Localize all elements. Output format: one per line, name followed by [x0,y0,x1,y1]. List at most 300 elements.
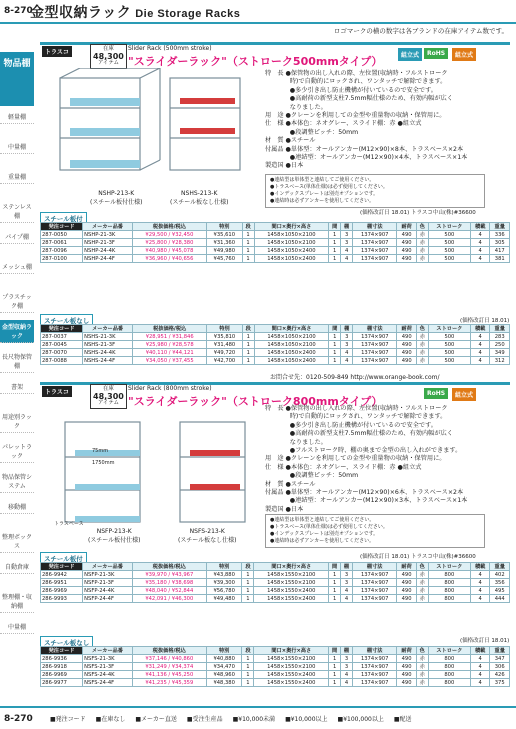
table-row [41,655,510,663]
table-cell: 286-9918 [41,663,83,671]
table-header: メーカー品番 [83,223,133,231]
table-cell: 1 [242,587,254,595]
table-header: 税抜価格/税込 [132,223,206,231]
section2-dim-depth: 75mm [92,448,109,454]
section1-photo-b-caption [170,190,228,206]
table-header: 発注コード [41,325,83,333]
table-header: 耐荷 [397,325,416,333]
sidebar-item[interactable]: 書架 [0,380,34,394]
table-cell: ¥25,980 / ¥28,578 [133,341,207,349]
table-cell: 4 [341,349,353,357]
note-line: ●連結時は必ずアンカーを使用してください。 [270,538,375,544]
table-cell: 赤 [416,587,428,595]
section1-stock [90,44,127,69]
table-cell: ¥40,110 / ¥44,121 [133,349,207,357]
table-cell: 490 [397,255,416,263]
table-header: ストローク [428,563,470,571]
spec-line: なりました。 [265,438,327,446]
table-header: ストローク [428,325,470,333]
table-cell: 3 [341,333,353,341]
table-cell: 1 [329,587,341,595]
section1-badge-kit: 組立式 [452,48,476,61]
table-cell: 1374×907 [353,655,397,663]
sidebar-item[interactable]: 中量棚 [0,140,34,154]
spec-line: 材 質 ●スチール [265,480,316,488]
section2-notes [265,514,485,548]
table-cell: ¥49,480 [206,595,242,603]
table-header: 間口×奥行×高さ [254,647,329,655]
table-cell: 800 [428,671,470,679]
spec-line: ●段調整ピッチ：50mm [265,472,359,480]
table-cell: 1374×907 [353,247,397,255]
table-cell: NSHS-24-4K [83,349,133,357]
table-cell: NSFP-21-3K [83,571,133,579]
table-row [41,255,510,263]
table-cell: ¥36,960 / ¥40,656 [132,255,206,263]
table-header: 特別 [206,647,242,655]
table-cell: 490 [397,663,416,671]
table-cell: 500 [428,333,470,341]
table-cell: 1 [329,595,341,603]
sidebar-item[interactable]: メッシュ棚 [0,260,34,274]
table-cell: 490 [397,357,416,365]
table-header: ストローク [428,223,470,231]
footer-page: 8-270 [4,714,33,724]
table-cell: NSFS-24-4F [83,679,133,687]
table-cell: 3 [341,655,353,663]
table-cell: 490 [397,239,416,247]
table-cell: ¥41,235 / ¥45,359 [132,679,206,687]
table-cell: 490 [397,595,416,603]
photo-b-sub: (スチール板なし仕様) [170,199,229,206]
table-cell: 500 [428,231,470,239]
table-cell: 287-0100 [41,255,83,263]
sidebar-item[interactable]: 金型収納ラック [0,320,34,343]
note-line: ●連結型は単体型と連結してご使用ください。 [270,177,375,183]
photo-b-model: NSFS-213-K [189,528,225,535]
table-cell: 1 [242,579,254,587]
table-cell: 1458×1050×2100 [254,341,329,349]
stock-count: 48,300 [93,52,124,61]
table-cell: 3 [341,341,353,349]
table-header: 発注コード [41,223,83,231]
legend-item: ■配送 [393,716,412,723]
spec-line: 付属品 ●単体型：オールアンカー(M12×90)×6本、トラスベース×2本 [265,489,464,497]
section1-table1 [40,222,510,263]
table-cell: 1 [242,231,254,239]
table-cell: 4 [470,247,489,255]
sidebar-item[interactable]: 用途別ラック [0,410,34,433]
table-cell: 1458×1050×2400 [254,247,329,255]
table-header: 間 [329,223,341,231]
table-cell: NSFP-21-3F [83,579,133,587]
title-jp: 金型収納ラック [30,5,132,21]
table-header: 特別 [206,563,242,571]
table-cell: 赤 [416,571,428,579]
table-cell: NSHS-21-3F [83,341,133,349]
table-row [41,247,510,255]
table-cell: NSFS-21-3F [83,663,133,671]
table-cell: 800 [428,579,470,587]
section1-specs [265,70,510,171]
table-header: 間口×奥行×高さ [254,325,329,333]
legend-item: ■受注生産品 [186,716,223,723]
table-cell: 1458×1050×2400 [254,357,329,365]
stock-unit: アイテム [97,400,120,406]
table-row [41,571,510,579]
table-header: 積載 [470,325,489,333]
legend-item: ■¥100,000以上 [337,716,384,723]
table-row [41,679,510,687]
sidebar-item[interactable]: 重量棚 [0,170,34,184]
table-cell: NSFS-24-4K [83,671,133,679]
table-header: 発注コード [41,563,83,571]
section2-table1 [40,562,510,603]
table-row [41,341,510,349]
table-cell: 4 [470,255,489,263]
section2-table2-label: スチール板なし [40,636,93,649]
photo-b-model: NSHS-213-K [181,190,218,197]
table-header: メーカー品番 [83,563,133,571]
table-cell: 1374×907 [353,671,397,679]
table-cell: 4 [341,587,353,595]
table-cell: 495 [490,587,510,595]
table-cell: ¥48,380 [206,679,242,687]
legend-item: ■在庫なし [95,716,126,723]
section1-table1-note: (価格改訂日 18.01) トラスコ中山(株)#36600 [360,210,476,216]
table-row [41,671,510,679]
table-row [41,231,510,239]
section1-rack-illustration [40,68,260,188]
spec-line: ●多少引き出し防止機構が付いているので安全です。 [265,421,437,429]
table-cell: 赤 [416,357,428,365]
table-cell: 赤 [416,671,428,679]
sidebar-item[interactable]: パレットラック [0,440,34,463]
table-cell: 800 [428,595,470,603]
table-cell: 800 [428,655,470,663]
table-cell: 402 [490,571,510,579]
table-header: 棚 [341,563,353,571]
table-cell: 800 [428,587,470,595]
table-header: 棚 [341,647,353,655]
table-cell: 1374×907 [353,349,397,357]
table-cell: 417 [490,247,510,255]
table-cell: 1 [329,341,341,349]
table-header: 重量 [490,563,510,571]
footer [0,706,516,729]
table-cell: 1458×1550×2400 [254,595,329,603]
table-cell: 4 [470,333,489,341]
table-row [41,349,510,357]
spec-line: 時)で自動的にロックされ、ワンタッチで解除できます。 [265,78,447,86]
section1-table2-label: スチール板なし [40,314,93,327]
sidebar-item[interactable]: プラスチック棚 [0,290,34,313]
table-cell: ¥35,610 [206,231,242,239]
section2-table1-label: スチール板付 [40,552,87,565]
table-cell: NSHP-21-3K [83,231,133,239]
table-cell: 1374×907 [353,239,397,247]
table-cell: 349 [490,349,510,357]
table-cell: 490 [397,579,416,587]
spec-line: ●段調整ピッチ：50mm [265,128,359,136]
table-header: 間口×奥行×高さ [254,223,329,231]
table-header: 税抜価格/税込 [132,563,206,571]
table-cell: NSHS-24-4F [83,357,133,365]
table-cell: 286-9969 [41,587,83,595]
table-cell: 赤 [416,247,428,255]
table-cell: 347 [490,655,510,663]
table-cell: 1 [329,349,341,357]
table-row [41,579,510,587]
sidebar-item[interactable]: 整理棚・収納棚 [0,590,34,613]
footer-legend [50,714,412,723]
table-cell: 490 [397,571,416,579]
table-cell: ¥31,360 [206,239,242,247]
table-cell: ¥42,700 [207,357,243,365]
note-line: ●連結型は単体型と連結してご使用ください。 [270,517,375,523]
legend-item: ■¥10,000以上 [285,716,328,723]
table-cell: 800 [428,679,470,687]
table-header: 棚 [341,223,353,231]
section2-model-en: Slider Rack (800mm stroke) [128,385,212,392]
section2-photo-b-caption [178,528,236,544]
table-cell: 4 [341,255,353,263]
photo-b-sub: (スチール板なし仕様) [178,537,237,544]
title-en: Die Storage Racks [135,8,241,20]
table-cell: 3 [341,231,353,239]
table-cell: 490 [397,655,416,663]
table-cell: ¥48,040 / ¥52,844 [132,587,206,595]
table-cell: ¥48,960 [206,671,242,679]
table-cell: 1 [329,333,341,341]
table-cell: 1 [242,357,254,365]
table-cell: 4 [470,231,489,239]
table-cell: 1458×1050×2100 [254,239,329,247]
table-cell: 800 [428,571,470,579]
table-cell: ¥49,980 [206,247,242,255]
table-header: 積載 [470,563,489,571]
table-cell: 赤 [416,579,428,587]
table-header: 棚寸法 [353,647,397,655]
table-cell: 356 [490,579,510,587]
table-cell: 287-0070 [41,349,83,357]
sidebar-item[interactable]: 自動倉庫 [0,560,34,574]
table-header: 色 [416,563,428,571]
sidebar-item[interactable]: 移動棚 [0,500,34,514]
table-cell: 赤 [416,655,428,663]
table-cell: 1 [242,349,254,357]
sidebar-item[interactable]: 長尺物保管棚 [0,350,34,373]
table-header: 棚寸法 [353,325,397,333]
table-cell: 1 [329,571,341,579]
section2-table1-note: (価格改訂日 18.01) トラスコ中山(株)#36600 [360,554,476,560]
table-cell: 3 [341,579,353,587]
table-cell: 1 [242,679,254,687]
section2-dim-base: トラスベース [54,521,84,527]
table-cell: 赤 [416,231,428,239]
table-cell: 490 [397,341,416,349]
table-cell: 490 [397,587,416,595]
table-cell: 赤 [416,255,428,263]
table-cell: 赤 [416,349,428,357]
sidebar-item[interactable]: ステンレス棚 [0,200,34,223]
table-cell: ¥35,810 [207,333,243,341]
table-header: 耐荷 [397,563,416,571]
table-cell: 500 [428,255,470,263]
table-cell: ¥39,300 [206,579,242,587]
stock-label: 在庫 [102,46,114,52]
table-header: 間 [329,647,341,655]
sidebar-category[interactable]: 物品棚 [0,52,34,106]
table-cell: 1458×1050×2100 [254,231,329,239]
table-cell: 1374×907 [353,357,397,365]
table-cell: 3 [341,663,353,671]
table-header: 色 [416,223,428,231]
table-cell: 赤 [416,663,428,671]
table-cell: 490 [397,247,416,255]
spec-line: ●多少引き出し防止機構が付いているので安全です。 [265,86,437,94]
table-cell: 1 [242,255,254,263]
table-cell: 1 [329,247,341,255]
table-cell: 286-9969 [41,671,83,679]
sidebar-item[interactable]: パイプ棚 [0,230,34,244]
stock-label: 在庫 [102,386,114,392]
section1-brand: トラスコ [42,46,72,57]
section2-table2 [40,646,510,687]
photo-a-sub: (スチール板付仕様) [88,537,141,544]
table-cell: NSFP-24-4K [83,587,133,595]
table-cell: ¥28,951 / ¥31,846 [133,333,207,341]
table-cell: 490 [397,671,416,679]
table-cell: 1458×1550×2400 [254,671,329,679]
table-header: 間 [329,563,341,571]
section1-table2-note: (価格改訂日 18.01) [460,318,510,324]
table-cell: NSFP-24-4F [83,595,133,603]
spec-line: 時)で自動的にロックされ、ワンタッチで解除できます。 [265,413,447,421]
photo-a-sub: (スチール板付仕様) [90,199,143,206]
table-cell: 1458×1550×2100 [254,579,329,587]
table-cell: 1374×907 [353,231,397,239]
table-cell: 1458×1550×2100 [254,663,329,671]
spec-line: 付属品 ●単体型：オールアンカー(M12×90)×8本、トラスベース×2本 [265,145,464,153]
table-header: 棚寸法 [353,223,397,231]
table-cell: 286-9977 [41,679,83,687]
table-cell: ¥25,800 / ¥28,380 [132,239,206,247]
stock-unit: アイテム [97,60,120,66]
note-line: ●インデックスプレートは別売オプションです。 [270,531,379,537]
table-cell: 1458×1050×2400 [254,255,329,263]
table-cell: 4 [341,671,353,679]
table-cell: 306 [490,663,510,671]
table-header: 段 [242,223,254,231]
note-line: ●トラスベース(単体仕様)は必ず使用してください。 [270,184,388,190]
table-cell: 1458×1550×2400 [254,679,329,687]
table-header: 間 [329,325,341,333]
table-header: 税抜価格/税込 [132,647,206,655]
table-cell: 1374×907 [353,571,397,579]
table-cell: 4 [470,671,489,679]
section2-badge-kit: 組立式 [452,388,476,401]
table-cell: 4 [470,587,489,595]
table-cell: 1 [329,579,341,587]
spec-line: 用 途 ●クレーンを利用しての金型や重量物の収納・保管用に。 [265,112,446,120]
table-cell: 赤 [416,333,428,341]
table-cell: NSHS-21-3K [83,333,133,341]
photo-a-model: NSHP-213-K [98,190,135,197]
table-cell: 1 [242,595,254,603]
sidebar-item[interactable]: 整理ボックス [0,530,34,553]
section1-table2 [40,324,510,365]
spec-line: なりました。 [265,103,327,111]
table-header: メーカー品番 [83,325,133,333]
table-cell: 1374×907 [353,679,397,687]
table-cell: 286-9993 [41,595,83,603]
section2-photo-a-caption [88,528,140,544]
table-cell: 490 [397,231,416,239]
spec-line: ●連結型：オールアンカー(M12×90)×4本、トラスベース×1本 [265,154,468,162]
table-cell: ¥34,470 [206,663,242,671]
table-cell: 1458×1550×2400 [254,587,329,595]
table-cell: 4 [470,663,489,671]
table-row [41,333,510,341]
sidebar-item[interactable]: 中量棚 [0,620,34,634]
table-cell: 4 [341,247,353,255]
table-cell: 4 [470,579,489,587]
table-cell: 1374×907 [353,255,397,263]
note-line: ●連結時は必ずアンカーを使用してください。 [270,198,375,204]
table-cell: 4 [470,595,489,603]
table-cell: 286-9942 [41,571,83,579]
table-cell: ¥42,091 / ¥46,300 [132,595,206,603]
table-cell: 287-0037 [41,333,83,341]
table-header: 耐荷 [397,223,416,231]
spec-line: 特 長 ●保管物の出し入れの際、左位置(収納時・フルストローク [265,405,448,412]
table-cell: 312 [490,357,510,365]
sidebar-item[interactable]: 軽量棚 [0,110,34,124]
sidebar-item[interactable]: 物品保管システム [0,470,34,493]
section1-contact: お問合せ先：0120-509-849 http://www.orange-book.com/ [270,374,440,381]
table-cell: 500 [428,357,470,365]
table-cell: 1 [329,655,341,663]
table-cell: 1 [329,357,341,365]
page-title [30,2,240,22]
table-cell: 1 [242,671,254,679]
table-header: 重量 [490,325,510,333]
table-cell: 381 [490,255,510,263]
table-cell: 1458×1550×2100 [254,571,329,579]
table-cell: 4 [470,571,489,579]
table-cell: NSHP-21-3F [83,239,133,247]
table-cell: 500 [428,239,470,247]
table-header: メーカー品番 [83,647,133,655]
table-cell: 1 [242,333,254,341]
table-cell: 287-0096 [41,247,83,255]
table-cell: 287-0061 [41,239,83,247]
table-header: 積載 [470,647,489,655]
table-cell: 283 [490,333,510,341]
legend-item: ■¥10,000未満 [232,716,276,723]
table-cell: 4 [470,239,489,247]
spec-line: 仕 様 ●本体色：ネオグレー、スライド棚：赤 ●組立式 [265,463,422,471]
section1-notes [265,174,485,208]
spec-line: ●高耐荷の新型支柱7.5mm幅仕様のため、有効内幅が広く [265,430,453,438]
spec-line: 材 質 ●スチール [265,137,316,145]
table-cell: 1 [242,341,254,349]
table-cell: ¥39,970 / ¥43,967 [132,571,206,579]
table-header: 特別 [206,223,242,231]
table-cell: 4 [341,679,353,687]
header-rule [0,22,516,24]
